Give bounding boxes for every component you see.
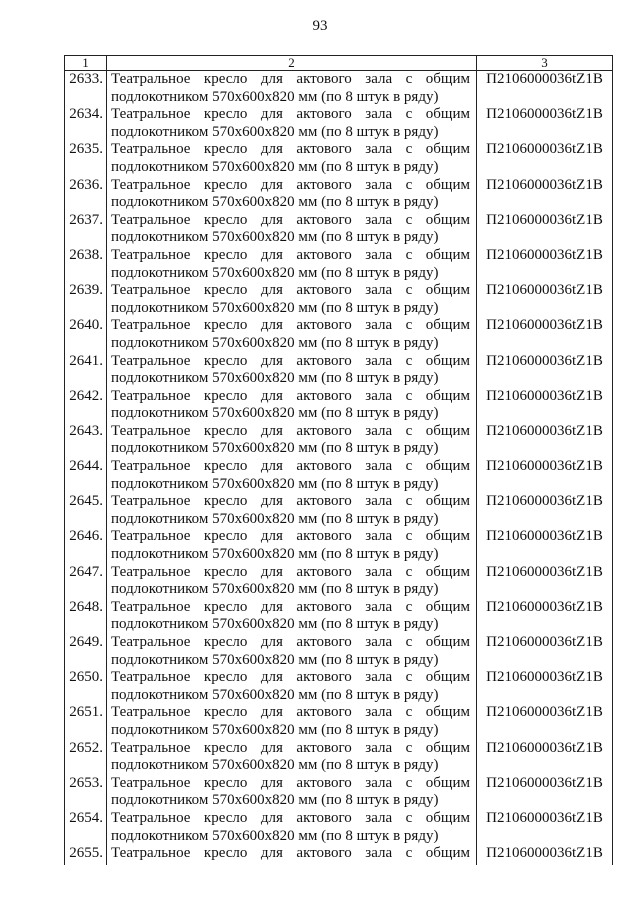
row-code: П2106000036tZ1B <box>477 177 613 212</box>
row-number: 2637. <box>65 212 107 247</box>
row-description <box>107 141 477 176</box>
column-header-3: 3 <box>477 56 613 71</box>
column-header-2: 2 <box>107 56 477 71</box>
row-description-line-2: подлокотником 570x600x820 мм (по 8 штук в ряду) <box>111 264 439 281</box>
table-row <box>65 564 613 599</box>
row-description-line-2: подлокотником 570x600x820 мм (по 8 штук в ряду) <box>111 370 439 387</box>
row-number: 2641. <box>65 353 107 388</box>
table-row <box>65 423 613 458</box>
row-code: П2106000036tZ1B <box>477 810 613 845</box>
row-code: П2106000036tZ1B <box>477 423 613 458</box>
row-description-line-1: Театральное кресло для актового зала с общим <box>111 422 470 439</box>
row-number: 2653. <box>65 775 107 810</box>
table-row <box>65 740 613 775</box>
row-description-line-1: Театральное кресло для актового зала с общим <box>111 211 470 228</box>
row-description-line-1: Театральное кресло для актового зала с общим <box>111 141 470 158</box>
row-number: 2636. <box>65 177 107 212</box>
row-code: П2106000036tZ1B <box>477 458 613 493</box>
row-description-line-1: Театральное кресло для актового зала с общим <box>111 809 470 826</box>
row-description <box>107 599 477 634</box>
row-number: 2638. <box>65 247 107 282</box>
column-header-1: 1 <box>65 56 107 71</box>
row-description-line-2: подлокотником 570x600x820 мм (по 8 штук в ряду) <box>111 405 439 422</box>
row-description-line-1: Театральное кресло для актового зала с общим <box>111 246 470 263</box>
row-description <box>107 493 477 528</box>
table-row <box>65 353 613 388</box>
row-code: П2106000036tZ1B <box>477 845 613 865</box>
row-description <box>107 775 477 810</box>
row-description-line-2: подлокотником 570x600x820 мм (по 8 штук в ряду) <box>111 510 439 527</box>
row-description <box>107 247 477 282</box>
row-description-line-2: подлокотником 570x600x820 мм (по 8 штук в ряду) <box>111 827 439 844</box>
row-number: 2647. <box>65 564 107 599</box>
row-description-line-1: Театральное кресло для актового зала с общим <box>111 563 470 580</box>
row-description <box>107 388 477 423</box>
row-description-line-1: Театральное кресло для актового зала с общим <box>111 106 470 123</box>
row-description-line-1: Театральное кресло для актового зала с общим <box>111 634 470 650</box>
row-code: П2106000036tZ1B <box>477 212 613 247</box>
row-description-line-2: подлокотником 570x600x820 мм (по 8 штук в ряду) <box>111 229 439 246</box>
row-description-line-1: Театральное кресло для актового зала с общим <box>111 352 470 369</box>
row-code: П2106000036tZ1B <box>477 493 613 528</box>
table-row <box>65 177 613 212</box>
table-row <box>65 141 613 176</box>
row-description <box>107 669 477 704</box>
row-description-line-2: подлокотником 570x600x820 мм (по 8 штук в ряду) <box>111 651 439 668</box>
table-row <box>65 845 613 865</box>
row-number: 2639. <box>65 282 107 317</box>
row-description-line-2: подлокотником 570x600x820 мм (по 8 штук в ряду) <box>111 616 439 633</box>
table-row <box>65 317 613 352</box>
row-number: 2649. <box>65 634 107 669</box>
row-description <box>107 212 477 247</box>
table-row <box>65 599 613 634</box>
row-code: П2106000036tZ1B <box>477 247 613 282</box>
row-description-line-2: подлокотником 570x600x820 мм (по 8 штук в ряду) <box>111 475 439 492</box>
row-number: 2648. <box>65 599 107 634</box>
table-row <box>65 458 613 493</box>
row-description-line-1: Театральное кресло для актового зала с общим <box>111 71 470 87</box>
row-description-line-2: подлокотником 570x600x820 мм (по 8 штук в ряду) <box>111 194 439 211</box>
table-row <box>65 810 613 845</box>
table-row <box>65 71 613 107</box>
row-number: 2643. <box>65 423 107 458</box>
row-description-line-1: Театральное кресло для актового зала с общим <box>111 845 470 862</box>
table-row <box>65 634 613 669</box>
table-row <box>65 282 613 317</box>
row-description-line-2: подлокотником 570x600x820 мм (по 8 штук в ряду) <box>111 721 439 738</box>
table-row <box>65 528 613 563</box>
row-code: П2106000036tZ1B <box>477 599 613 634</box>
row-number: 2640. <box>65 317 107 352</box>
row-description-line-2: подлокотником 570x600x820 мм (по 8 штук в ряду) <box>111 792 439 809</box>
row-description <box>107 845 477 865</box>
table-header-row <box>65 56 613 71</box>
row-description <box>107 317 477 352</box>
row-description-line-2: подлокотником 570x600x820 мм (по 8 штук в ряду) <box>111 299 439 316</box>
row-description <box>107 740 477 775</box>
row-number: 2654. <box>65 810 107 845</box>
row-code: П2106000036tZ1B <box>477 740 613 775</box>
row-number: 2644. <box>65 458 107 493</box>
row-code: П2106000036tZ1B <box>477 704 613 739</box>
row-code: П2106000036tZ1B <box>477 634 613 669</box>
row-description-line-2: подлокотником 570x600x820 мм (по 8 штук в ряду) <box>111 88 439 105</box>
row-description-line-1: Театральное кресло для актового зала с общим <box>111 739 470 756</box>
row-code: П2106000036tZ1B <box>477 564 613 599</box>
row-description-line-1: Театральное кресло для актового зала с общим <box>111 598 470 615</box>
row-description-line-2: подлокотником 570x600x820 мм (по 8 штук в ряду) <box>111 440 439 457</box>
row-code: П2106000036tZ1B <box>477 71 613 107</box>
row-number: 2633. <box>65 71 107 107</box>
row-number: 2642. <box>65 388 107 423</box>
row-description-line-1: Театральное кресло для актового зала с общим <box>111 528 470 545</box>
table-row <box>65 247 613 282</box>
table-row <box>65 388 613 423</box>
table-row <box>65 669 613 704</box>
row-description <box>107 564 477 599</box>
row-description-line-1: Театральное кресло для актового зала с общим <box>111 704 470 721</box>
row-code: П2106000036tZ1B <box>477 775 613 810</box>
row-description-line-2: подлокотником 570x600x820 мм (по 8 штук в ряду) <box>111 757 439 774</box>
row-description <box>107 810 477 845</box>
row-description-line-2: подлокотником 570x600x820 мм (по 8 штук в ряду) <box>111 581 439 598</box>
row-description <box>107 353 477 388</box>
row-description-line-1: Театральное кресло для актового зала с общим <box>111 458 470 475</box>
table-row <box>65 493 613 528</box>
row-description-line-1: Театральное кресло для актового зала с общим <box>111 774 470 791</box>
row-number: 2634. <box>65 106 107 141</box>
row-description-line-2: подлокотником 570x600x820 мм (по 8 штук в ряду) <box>111 158 439 175</box>
table-row <box>65 106 613 141</box>
items-table <box>64 55 613 865</box>
row-number: 2655. <box>65 845 107 865</box>
row-code: П2106000036tZ1B <box>477 141 613 176</box>
row-description <box>107 423 477 458</box>
row-description-line-1: Театральное кресло для актового зала с общим <box>111 493 470 510</box>
table-row <box>65 212 613 247</box>
page-number: 93 <box>312 18 328 34</box>
row-code: П2106000036tZ1B <box>477 353 613 388</box>
row-description <box>107 177 477 212</box>
row-description-line-1: Театральное кресло для актового зала с общим <box>111 669 470 686</box>
row-code: П2106000036tZ1B <box>477 317 613 352</box>
row-number: 2646. <box>65 528 107 563</box>
row-description-line-2: подлокотником 570x600x820 мм (по 8 штук в ряду) <box>111 686 439 703</box>
row-code: П2106000036tZ1B <box>477 282 613 317</box>
row-description <box>107 106 477 141</box>
row-description-line-2: подлокотником 570x600x820 мм (по 8 штук в ряду) <box>111 123 439 140</box>
row-number: 2635. <box>65 141 107 176</box>
row-code: П2106000036tZ1B <box>477 528 613 563</box>
row-number: 2645. <box>65 493 107 528</box>
row-number: 2652. <box>65 740 107 775</box>
row-code: П2106000036tZ1B <box>477 669 613 704</box>
row-description <box>107 282 477 317</box>
row-description <box>107 634 477 669</box>
row-code: П2106000036tZ1B <box>477 106 613 141</box>
table-row <box>65 775 613 810</box>
row-description-line-2: подлокотником 570x600x820 мм (по 8 штук в ряду) <box>111 334 439 351</box>
row-description-line-1: Театральное кресло для актового зала с общим <box>111 387 470 404</box>
row-code: П2106000036tZ1B <box>477 388 613 423</box>
row-description <box>107 528 477 563</box>
row-description <box>107 704 477 739</box>
row-description-line-1: Театральное кресло для актового зала с общим <box>111 317 470 334</box>
table-row <box>65 704 613 739</box>
row-description-line-2: подлокотником 570x600x820 мм (по 8 штук в ряду) <box>111 546 439 563</box>
row-description <box>107 71 477 107</box>
row-description-line-1: Театральное кресло для актового зала с общим <box>111 176 470 193</box>
row-number: 2650. <box>65 669 107 704</box>
row-description-line-1: Театральное кресло для актового зала с общим <box>111 282 470 299</box>
row-number: 2651. <box>65 704 107 739</box>
row-description <box>107 458 477 493</box>
